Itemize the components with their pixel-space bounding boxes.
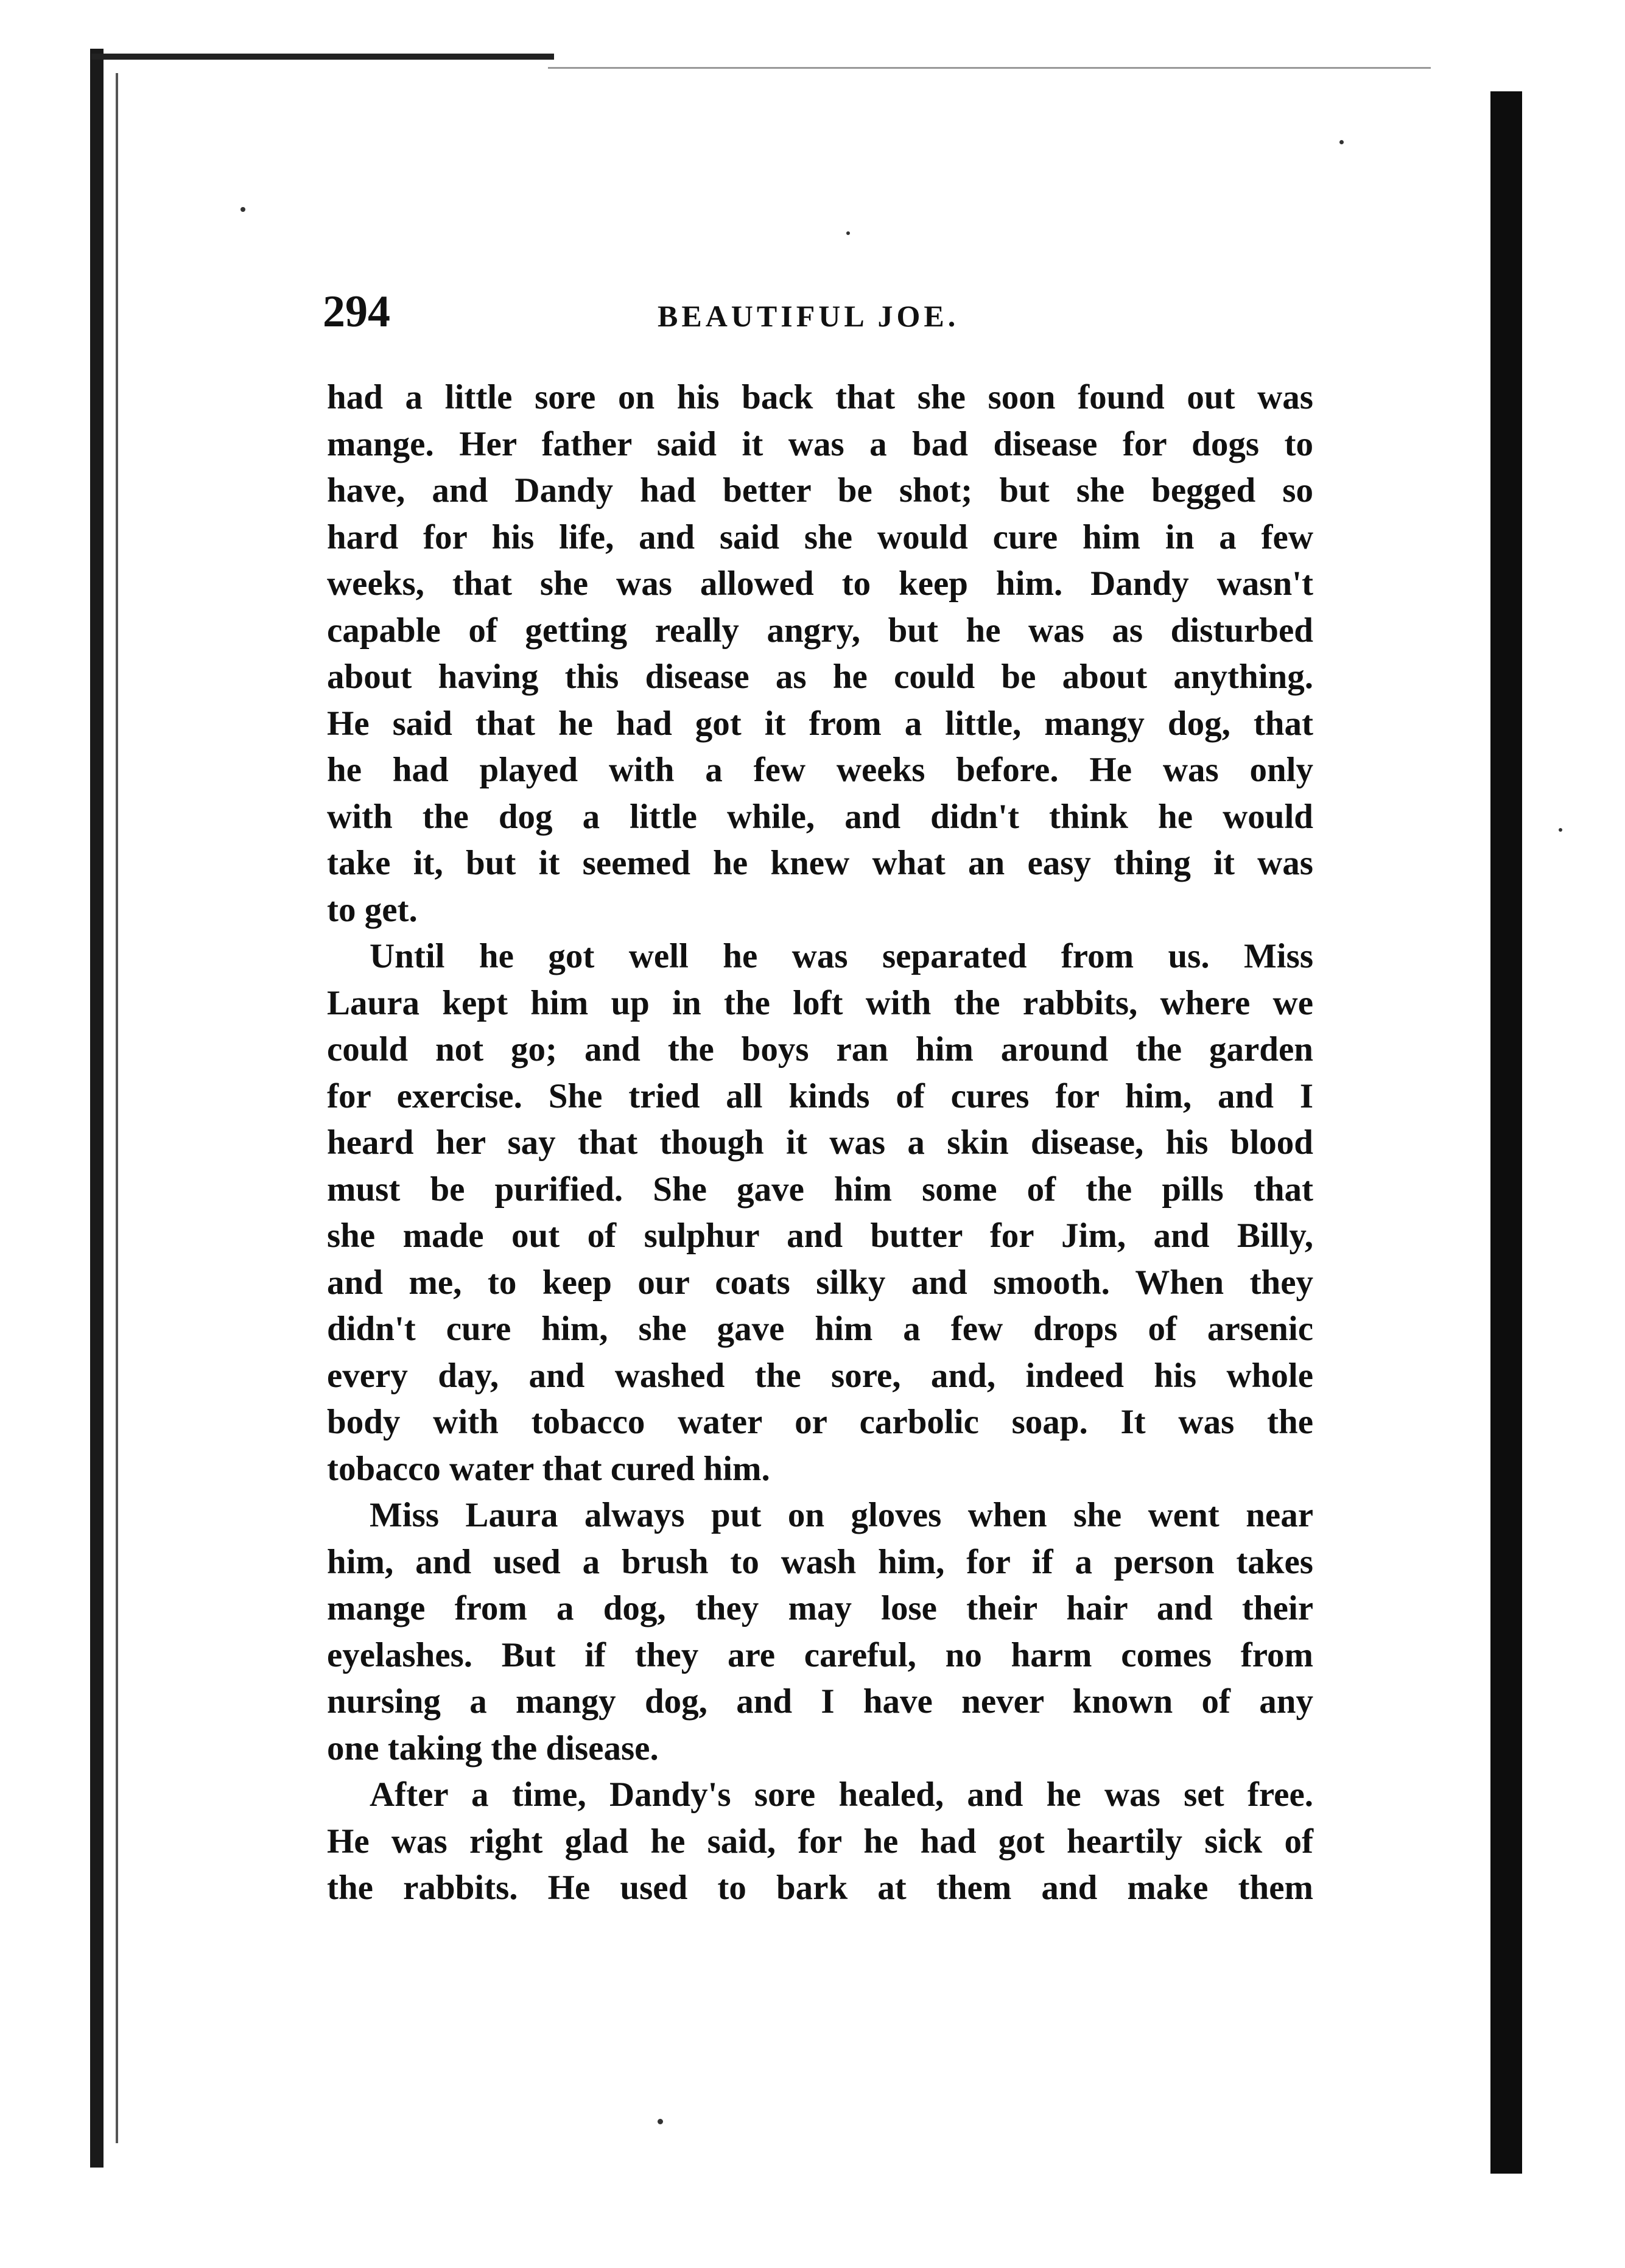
text-line: Laura kept him up in the loft with the rabbits, where we xyxy=(327,983,1313,1022)
text-line: about having this disease as he could be about anything. xyxy=(327,658,1313,696)
text-line: have, and Dandy had better be shot; but she begged so xyxy=(327,471,1313,510)
text-line: He said that he had got it from a little, mangy dog, that xyxy=(327,704,1313,743)
text-line: After a time, Dandy's sore healed, and he was set free. xyxy=(370,1775,1313,1814)
text-line: tobacco water that cured him. xyxy=(327,1449,770,1488)
running-title: BEAUTIFUL JOE. xyxy=(658,299,960,333)
text-line: heard her say that though it was a skin disease, his blood xyxy=(327,1123,1313,1162)
text-line: with the dog a little while, and didn't think he would xyxy=(327,797,1313,836)
scan-speck xyxy=(846,231,850,235)
text-line: Until he got well he was separated from us. Miss xyxy=(370,937,1313,975)
text-line: to get. xyxy=(327,890,418,929)
scan-speck xyxy=(1559,828,1562,832)
text-line: him, and used a brush to wash him, for if a person takes xyxy=(327,1542,1313,1581)
page-number: 294 xyxy=(323,287,390,337)
text-line: capable of getting really angry, but he was as disturbed xyxy=(327,611,1313,650)
text-line: could not go; and the boys ran him around the garden xyxy=(327,1030,1313,1069)
text-line: mange from a dog, they may lose their hair and their xyxy=(327,1589,1313,1627)
text-line: eyelashes. But if they are careful, no harm comes from xyxy=(327,1635,1313,1674)
text-line: Miss Laura always put on gloves when she went near xyxy=(370,1496,1313,1534)
text-line: the rabbits. He used to bark at them and make them xyxy=(327,1869,1313,1907)
scan-speck xyxy=(240,207,245,212)
page-edge-shadow-top xyxy=(91,54,554,60)
text-line: he had played with a few weeks before. He was only xyxy=(327,751,1313,789)
scan-speck xyxy=(1339,140,1344,144)
text-line: nursing a mangy dog, and I have never known of any xyxy=(327,1682,1313,1721)
text-line: had a little sore on his back that she soon found out was xyxy=(327,378,1313,416)
text-line: mange. Her father said it was a bad disease for dogs to xyxy=(327,424,1313,463)
text-line: every day, and washed the sore, and, indeed his whole xyxy=(327,1356,1313,1395)
scan-speck xyxy=(658,2119,663,2124)
page-margin-line xyxy=(116,73,118,2143)
text-line: must be purified. She gave him some of the pills that xyxy=(327,1170,1313,1209)
text-line: didn't cure him, she gave him a few drops of arsenic xyxy=(327,1310,1313,1348)
text-line: she made out of sulphur and butter for Jim, and Billy, xyxy=(327,1217,1313,1255)
text-line: body with tobacco water or carbolic soap. It was the xyxy=(327,1403,1313,1441)
text-line: He was right glad he said, for he had got heartily sick of xyxy=(327,1822,1313,1861)
text-line: one taking the disease. xyxy=(327,1729,659,1768)
body-text xyxy=(327,374,1313,1912)
running-head xyxy=(323,286,1321,341)
text-line: weeks, that she was allowed to keep him. Dandy wasn't xyxy=(327,564,1313,603)
page-edge-shadow-left xyxy=(90,49,104,2168)
text-line: and me, to keep our coats silky and smooth. When they xyxy=(327,1263,1313,1302)
text-line: hard for his life, and said she would cure him in a few xyxy=(327,518,1313,556)
page-edge-line-top xyxy=(548,67,1431,69)
page-edge-shadow-right xyxy=(1490,91,1522,2174)
text-line: for exercise. She tried all kinds of cures for him, and I xyxy=(327,1076,1313,1115)
text-line: take it, but it seemed he knew what an easy thing it was xyxy=(327,844,1313,882)
